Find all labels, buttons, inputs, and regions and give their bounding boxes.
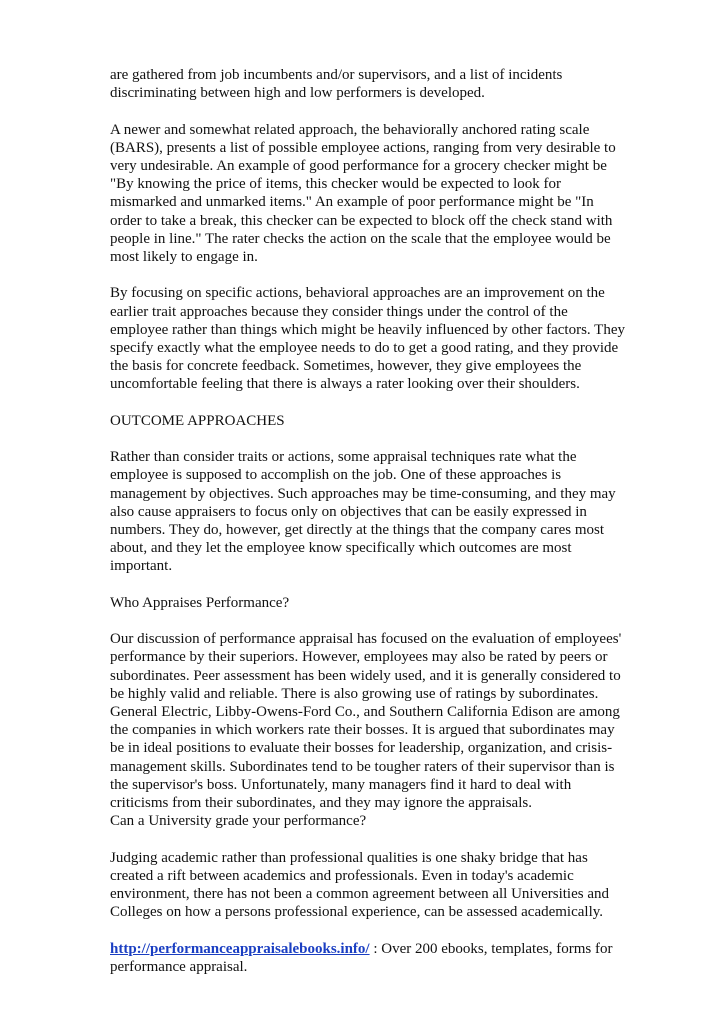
heading-who-appraises: Who Appraises Performance? [110, 594, 290, 611]
paragraph-peers-subordinates: Our discussion of performance appraisal has focused on the evaluation of employees' performance by their superiors. However, employees may also be rated by peers or subordinates. Peer assessment has been widely used, and it is generally considered to be highly valid and reliable. There is also growing use of ratings by subordinates. General Electric, Libby-Owens-Ford Co., and Southern California Edison are among the companies in which workers rate their bosses. It is argued that subordinates may be in ideal positions to evaluate their bosses for leadership, organization, and crisis- management skills. Subordinates tend to be tougher raters of their supervisor than is the supervisor's boss. Unfortunately, many managers find it hard to deal with criticisms from their subordinates, and they may ignore the appraisals. [110, 631, 622, 812]
footer-description: : Over 200 ebooks, templates, forms for performance appraisal. [110, 940, 613, 975]
document-page [110, 66, 630, 994]
footer-line [110, 940, 630, 976]
heading-outcome-approaches: OUTCOME APPROACHES [110, 412, 285, 429]
paragraph-incidents: are gathered from job incumbents and/or supervisors, and a list of incidents discriminating between high and low performers is developed. [110, 67, 563, 102]
ebooks-link[interactable]: http://performanceappraisalebooks.info/ [110, 940, 370, 957]
paragraph-outcome: Rather than consider traits or actions, some appraisal techniques rate what the employee is supposed to accomplish on the job. One of these approaches is management by objectives. Such approaches may be time-consuming, and they may also cause appraisers to focus only on objectives that can be easily expressed in numbers. They do, however, get directly at the things that the company cares most about, and they let the employee know specifically which outcomes are most important. [110, 449, 616, 575]
paragraph-behavioral: By focusing on specific actions, behavioral approaches are an improvement on the earlier trait approaches because they consider things under the control of the employee rather than things which might be heavily influenced by other factors. They specify exactly what the employee needs to do to get a good rating, and they provide the basis for concrete feedback. Sometimes, however, they give employees the uncomfortable feeling that there is always a rater looking over their shoulders. [110, 285, 625, 393]
paragraph-academic: Judging academic rather than professional qualities is one shaky bridge that has created a rift between academics and professionals. Even in today's academic environment, there has not been a common agreement between all Universities and Colleges on how a persons professional experience, can be assessed academically. [110, 849, 609, 921]
paragraph-bars: A newer and somewhat related approach, the behaviorally anchored rating scale (BARS), presents a list of possible employee actions, ranging from very desirable to very undesirable. An example of good performance for a grocery checker might be "By knowing the price of items, this checker would be expected to look for mismarked and unmarked items." An example of poor performance might be "In order to take a break, this checker can be expected to block off the check stand with people in line." The rater checks the action on the scale that the employee would be most likely to engage in. [110, 121, 616, 266]
heading-university-grade: Can a University grade your performance? [110, 813, 367, 830]
